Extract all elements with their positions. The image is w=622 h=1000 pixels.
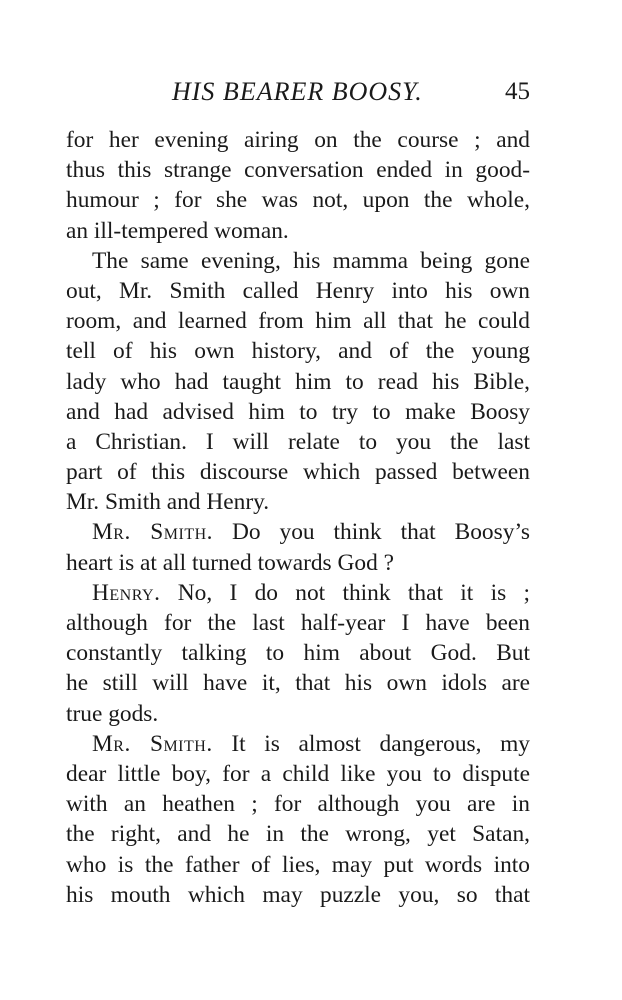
text-line: humour ; for she was not, upon the whole,	[66, 187, 530, 214]
text-line: dear little boy, for a child like you to dispute	[66, 760, 530, 787]
text-line: Mr. Smith and Henry.	[66, 489, 270, 516]
dialogue-text: No, I do not think that it is ;	[177, 579, 530, 606]
dialogue-text: It is almost dangerous, my	[231, 730, 530, 757]
page-number: 45	[505, 78, 530, 105]
text-line: a Christian. I will relate to you the last	[66, 428, 530, 455]
text-line: part of this discourse which passed between	[66, 459, 530, 486]
text-line: with an heathen ; for although you are in	[66, 791, 530, 818]
text-line: lady who had taught him to read his Bible,	[66, 368, 530, 395]
speaker-name: Mr. Smith.	[92, 519, 214, 546]
text-line: tell of his own history, and of the young	[66, 338, 530, 365]
text-line: The same evening, his mamma being gone	[92, 247, 530, 274]
text-line: his mouth which may puzzle you, so that	[66, 881, 530, 908]
paragraph-4	[66, 578, 530, 729]
text-line: for her evening airing on the course ; and	[66, 127, 530, 153]
text-line: out, Mr. Smith called Henry into his own	[66, 277, 530, 304]
text-line: heart is at all turned towards God ?	[66, 549, 395, 576]
text-line: the right, and he in the wrong, yet Satan,	[66, 821, 530, 848]
paragraph-5	[66, 729, 530, 910]
dialogue-first-line	[66, 517, 530, 547]
speaker-name: Henry.	[92, 579, 161, 606]
speaker-name: Mr. Smith.	[92, 730, 213, 757]
text-line: an ill-tempered woman.	[66, 217, 289, 244]
text-line: and had advised him to try to make Boosy	[66, 398, 530, 425]
dialogue-first-line	[66, 729, 530, 759]
paragraph-2	[66, 246, 530, 518]
paragraph-1	[66, 125, 530, 246]
text-line: although for the last half-year I have been	[66, 610, 530, 636]
text-line: he still will have it, that his own idols are	[66, 670, 530, 697]
text-line: constantly talking to him about God. But	[66, 640, 530, 667]
paragraph-3	[66, 517, 530, 577]
text-line: true gods.	[66, 700, 159, 727]
text-line: room, and learned from him all that he could	[66, 308, 530, 335]
dialogue-first-line	[66, 578, 530, 608]
body-text	[66, 125, 530, 910]
running-head	[66, 76, 530, 108]
text-line: who is the father of lies, may put words into	[66, 851, 530, 878]
running-title: HIS BEARER BOOSY.	[172, 77, 423, 106]
dialogue-text: Do you think that Boosy’s	[231, 519, 530, 546]
text-line: thus this strange conversation ended in good-	[66, 157, 530, 184]
